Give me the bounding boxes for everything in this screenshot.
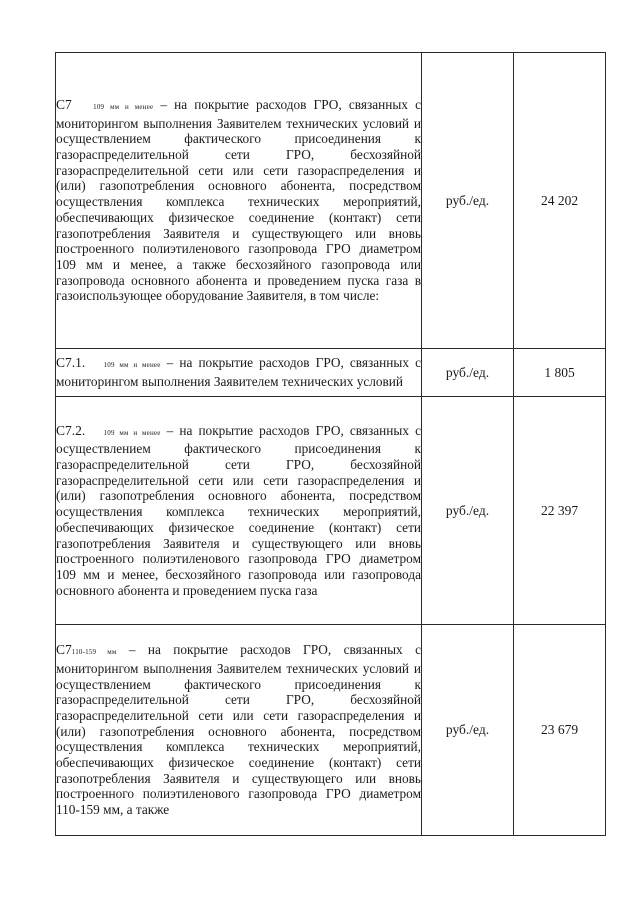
unit-cell: руб./ед.	[422, 397, 514, 625]
table-row	[56, 625, 606, 836]
unit-cell: руб./ед.	[422, 53, 514, 349]
diameter-subscript: 109 мм и менее	[93, 102, 154, 111]
description-cell	[56, 53, 422, 349]
value-cell: 1 805	[514, 349, 606, 397]
description-body: – на покрытие расходов ГРО, связанных с мониторингом выполнения Заявителем технических условий и осуществлением фактического присоединения к газораспределительной сети ГРО, бесхозяйной газораспределительной сети или сети газораспределения и (или) газопотребления основного абонента, посредством осуществления комплекса технических мероприятий, обеспечивающих физическое соединение (контакт) сети газопотребления Заявителя и существующего или вновь построенного полиэтиленового газопровода ГРО диаметром 110-159 мм, а также	[56, 642, 421, 818]
diameter-subscript: 109 мм и менее	[103, 361, 161, 370]
value-cell: 22 397	[514, 397, 606, 625]
description-text	[56, 423, 421, 599]
rate-code: С7	[56, 642, 72, 658]
description-body: – на покрытие расходов ГРО, связанных с осуществлением фактического присоединения к газораспределительной сети ГРО, бесхозяйной газораспределительной сети или сети газораспределения и (или) газопотребления основного абонента, посредством осуществления комплекса технических мероприятий, обеспечивающих физическое соединение (контакт) сети газопотребления Заявителя и существующего или вновь построенного полиэтиленового газопровода ГРО диаметром 109 мм и менее, бесхозяйного газопровода или газопровода основного абонента и проведением пуска газа	[56, 422, 421, 598]
description-body: – на покрытие расходов ГРО, связанных с мониторингом выполнения Заявителем технических условий	[56, 355, 421, 389]
table-row	[56, 397, 606, 625]
value-cell: 24 202	[514, 53, 606, 349]
table-row	[56, 349, 606, 397]
description-text	[56, 97, 421, 304]
table-row	[56, 53, 606, 349]
rate-code: С7	[56, 96, 72, 112]
tariff-table	[55, 52, 606, 836]
rate-code: С7.2.	[56, 422, 86, 438]
description-text	[56, 355, 421, 389]
description-cell	[56, 397, 422, 625]
diameter-subscript: 110-159 мм	[71, 648, 117, 657]
value-cell: 23 679	[514, 625, 606, 836]
unit-cell: руб./ед.	[422, 349, 514, 397]
diameter-subscript: 109 мм и менее	[103, 428, 161, 437]
description-cell	[56, 625, 422, 836]
unit-cell: руб./ед.	[422, 625, 514, 836]
description-cell	[56, 349, 422, 397]
description-text	[56, 642, 421, 818]
description-body: – на покрытие расходов ГРО, связанных с мониторингом выполнения Заявителем технических условий и осуществлением фактического присоединения к газораспределительной сети ГРО, бесхозяйной газораспределительной сети или сети газораспределения и (или) газопотребления основного абонента, посредством осуществления комплекса технических мероприятий, обеспечивающих физическое соединение (контакт) сети газопотребления Заявителя и существующего или вновь построенного полиэтиленового газопровода ГРО диаметром 109 мм и менее, а также бесхозяйного газопровода или газопровода основного абонента и проведением пуска газа в газоиспользующее оборудование Заявителя, в том числе:	[56, 96, 421, 304]
rate-code: С7.1.	[56, 355, 86, 371]
